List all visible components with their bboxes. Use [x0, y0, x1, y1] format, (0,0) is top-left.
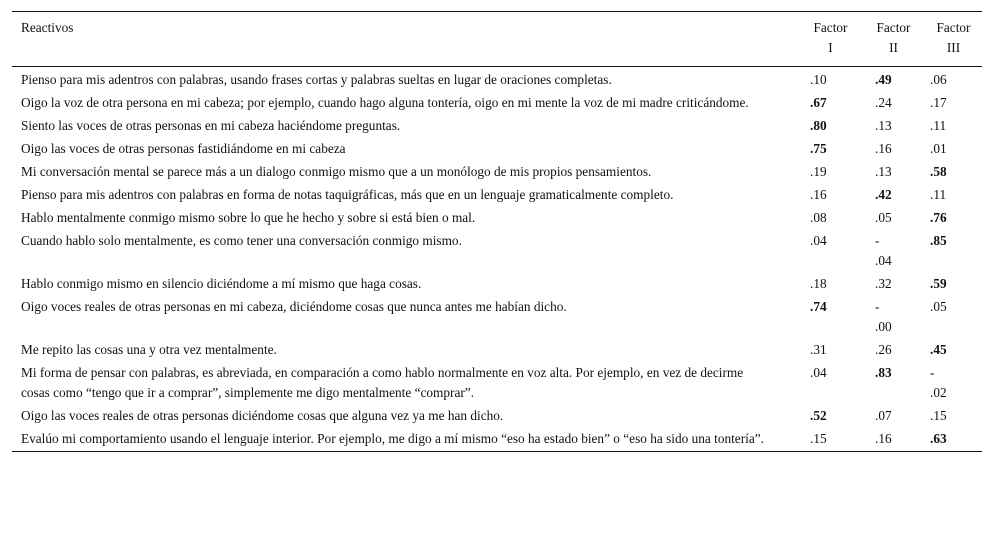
header-factor-3-numeral: III: [946, 40, 961, 55]
item-text: Oigo la voz de otra persona en mi cabeza; por ejemplo, cuando hago alguna tontería, oigo en mi mente la voz de mi madre criticándome.: [21, 95, 749, 110]
table-row: [12, 92, 982, 115]
header-factor-2-numeral: II: [889, 40, 898, 55]
factor-3-loading: .11: [930, 187, 947, 202]
header-factor-3: [925, 12, 982, 67]
table-row: [12, 67, 982, 93]
factor-3-loading: .85: [930, 233, 947, 248]
table-row: [12, 296, 982, 339]
factor-3-loading: .05: [930, 299, 947, 314]
factor-2-loading: .26: [875, 342, 892, 357]
header-factor-1-numeral: I: [828, 40, 833, 55]
factor-3-loading: .17: [930, 95, 947, 110]
factor-3-loading: .63: [930, 431, 947, 446]
loading-value: .04: [875, 253, 892, 268]
header-factor-3-word: Factor: [936, 20, 971, 35]
table-row: [12, 405, 982, 428]
factor-1-loading: .80: [810, 118, 827, 133]
table-row: [12, 184, 982, 207]
factor-3-loading: .15: [930, 408, 947, 423]
factor-2-loading: [862, 296, 925, 339]
factor-1-loading: .04: [810, 365, 827, 380]
factor-3-loading: .76: [930, 210, 947, 225]
factor-3-loading: .11: [930, 118, 947, 133]
item-text: Hablo mentalmente conmigo mismo sobre lo que he hecho y sobre si está bien o mal.: [21, 210, 476, 225]
factor-3-loading: .01: [930, 141, 947, 156]
table-row: [12, 428, 982, 452]
header-row: [12, 12, 982, 67]
item-text: Oigo las voces reales de otras personas diciéndome cosas que alguna vez ya me han dicho.: [21, 408, 504, 423]
factor-1-loading: .16: [810, 187, 827, 202]
factor-2-loading: .16: [875, 141, 892, 156]
item-text: Mi conversación mental se parece más a un dialogo conmigo mismo que a un monólogo de mis propios pensamientos.: [21, 164, 652, 179]
table-row: [12, 161, 982, 184]
item-text: Siento las voces de otras personas en mi cabeza haciéndome preguntas.: [21, 118, 401, 133]
factor-loadings-table: [12, 11, 982, 452]
factor-2-loading: .49: [875, 72, 892, 87]
factor-2-loading: .13: [875, 118, 892, 133]
factor-1-loading: .52: [810, 408, 827, 423]
factor-1-loading: .67: [810, 95, 827, 110]
item-text: Pienso para mis adentros con palabras en forma de notas taquigráficas, más que en un lenguaje gramaticalmente completo.: [21, 187, 674, 202]
header-factor-1-word: Factor: [813, 20, 848, 35]
factor-2-loading: .05: [875, 210, 892, 225]
header-reactivos: Reactivos: [21, 20, 74, 35]
factor-2-loading: .42: [875, 187, 892, 202]
factor-1-loading: .08: [810, 210, 827, 225]
negative-sign: -: [875, 299, 880, 314]
factor-1-loading: .75: [810, 141, 827, 156]
factor-2-loading: .07: [875, 408, 892, 423]
factor-2-loading: .32: [875, 276, 892, 291]
loading-value: .02: [930, 385, 947, 400]
negative-sign: -: [875, 233, 880, 248]
table-row: [12, 207, 982, 230]
factor-3-loading: .59: [930, 276, 947, 291]
item-text: Hablo conmigo mismo en silencio diciéndome a mí mismo que haga cosas.: [21, 276, 422, 291]
table-row: [12, 115, 982, 138]
factor-1-loading: .19: [810, 164, 827, 179]
table-row: [12, 138, 982, 161]
factor-3-loading: .06: [930, 72, 947, 87]
table-header: [12, 12, 982, 67]
factor-loadings-table-container: [12, 11, 982, 452]
factor-1-loading: .04: [810, 233, 827, 248]
table-row: [12, 273, 982, 296]
item-text: Me repito las cosas una y otra vez mentalmente.: [21, 342, 277, 357]
header-factor-2: [862, 12, 925, 67]
factor-1-loading: .31: [810, 342, 827, 357]
factor-2-loading: .83: [875, 365, 892, 380]
item-text: Oigo voces reales de otras personas en mi cabeza, diciéndome cosas que nunca antes me habían dicho.: [21, 299, 567, 314]
factor-3-loading: .58: [930, 164, 947, 179]
item-text: Mi forma de pensar con palabras, es abreviada, en comparación a como hablo normalmente en voz alta. Por ejemplo, en vez de decirme cosas como “tengo que ir a comprar”, simplemente me digo mentalmente “comprar”.: [21, 365, 744, 400]
factor-2-loading: [862, 230, 925, 273]
factor-2-loading: .16: [875, 431, 892, 446]
table-body: [12, 67, 982, 452]
factor-3-loading: [925, 362, 982, 405]
factor-2-loading: .13: [875, 164, 892, 179]
table-row: [12, 362, 982, 405]
item-text: Evalúo mi comportamiento usando el lenguaje interior. Por ejemplo, me digo a mí mismo “eso ha estado bien” o “eso ha sido una tontería”.: [21, 431, 764, 446]
loading-value: .00: [875, 319, 892, 334]
factor-1-loading: .15: [810, 431, 827, 446]
header-factor-2-word: Factor: [876, 20, 911, 35]
item-text: Oigo las voces de otras personas fastidiándome en mi cabeza: [21, 141, 346, 156]
factor-1-loading: .10: [810, 72, 827, 87]
factor-3-loading: .45: [930, 342, 947, 357]
factor-1-loading: .18: [810, 276, 827, 291]
factor-2-loading: .24: [875, 95, 892, 110]
header-factor-1: [799, 12, 862, 67]
item-text: Cuando hablo solo mentalmente, es como tener una conversación conmigo mismo.: [21, 233, 462, 248]
table-row: [12, 230, 982, 273]
negative-sign: -: [930, 365, 935, 380]
factor-1-loading: .74: [810, 299, 827, 314]
item-text: Pienso para mis adentros con palabras, usando frases cortas y palabras sueltas en lugar de oraciones completas.: [21, 72, 612, 87]
table-row: [12, 339, 982, 362]
